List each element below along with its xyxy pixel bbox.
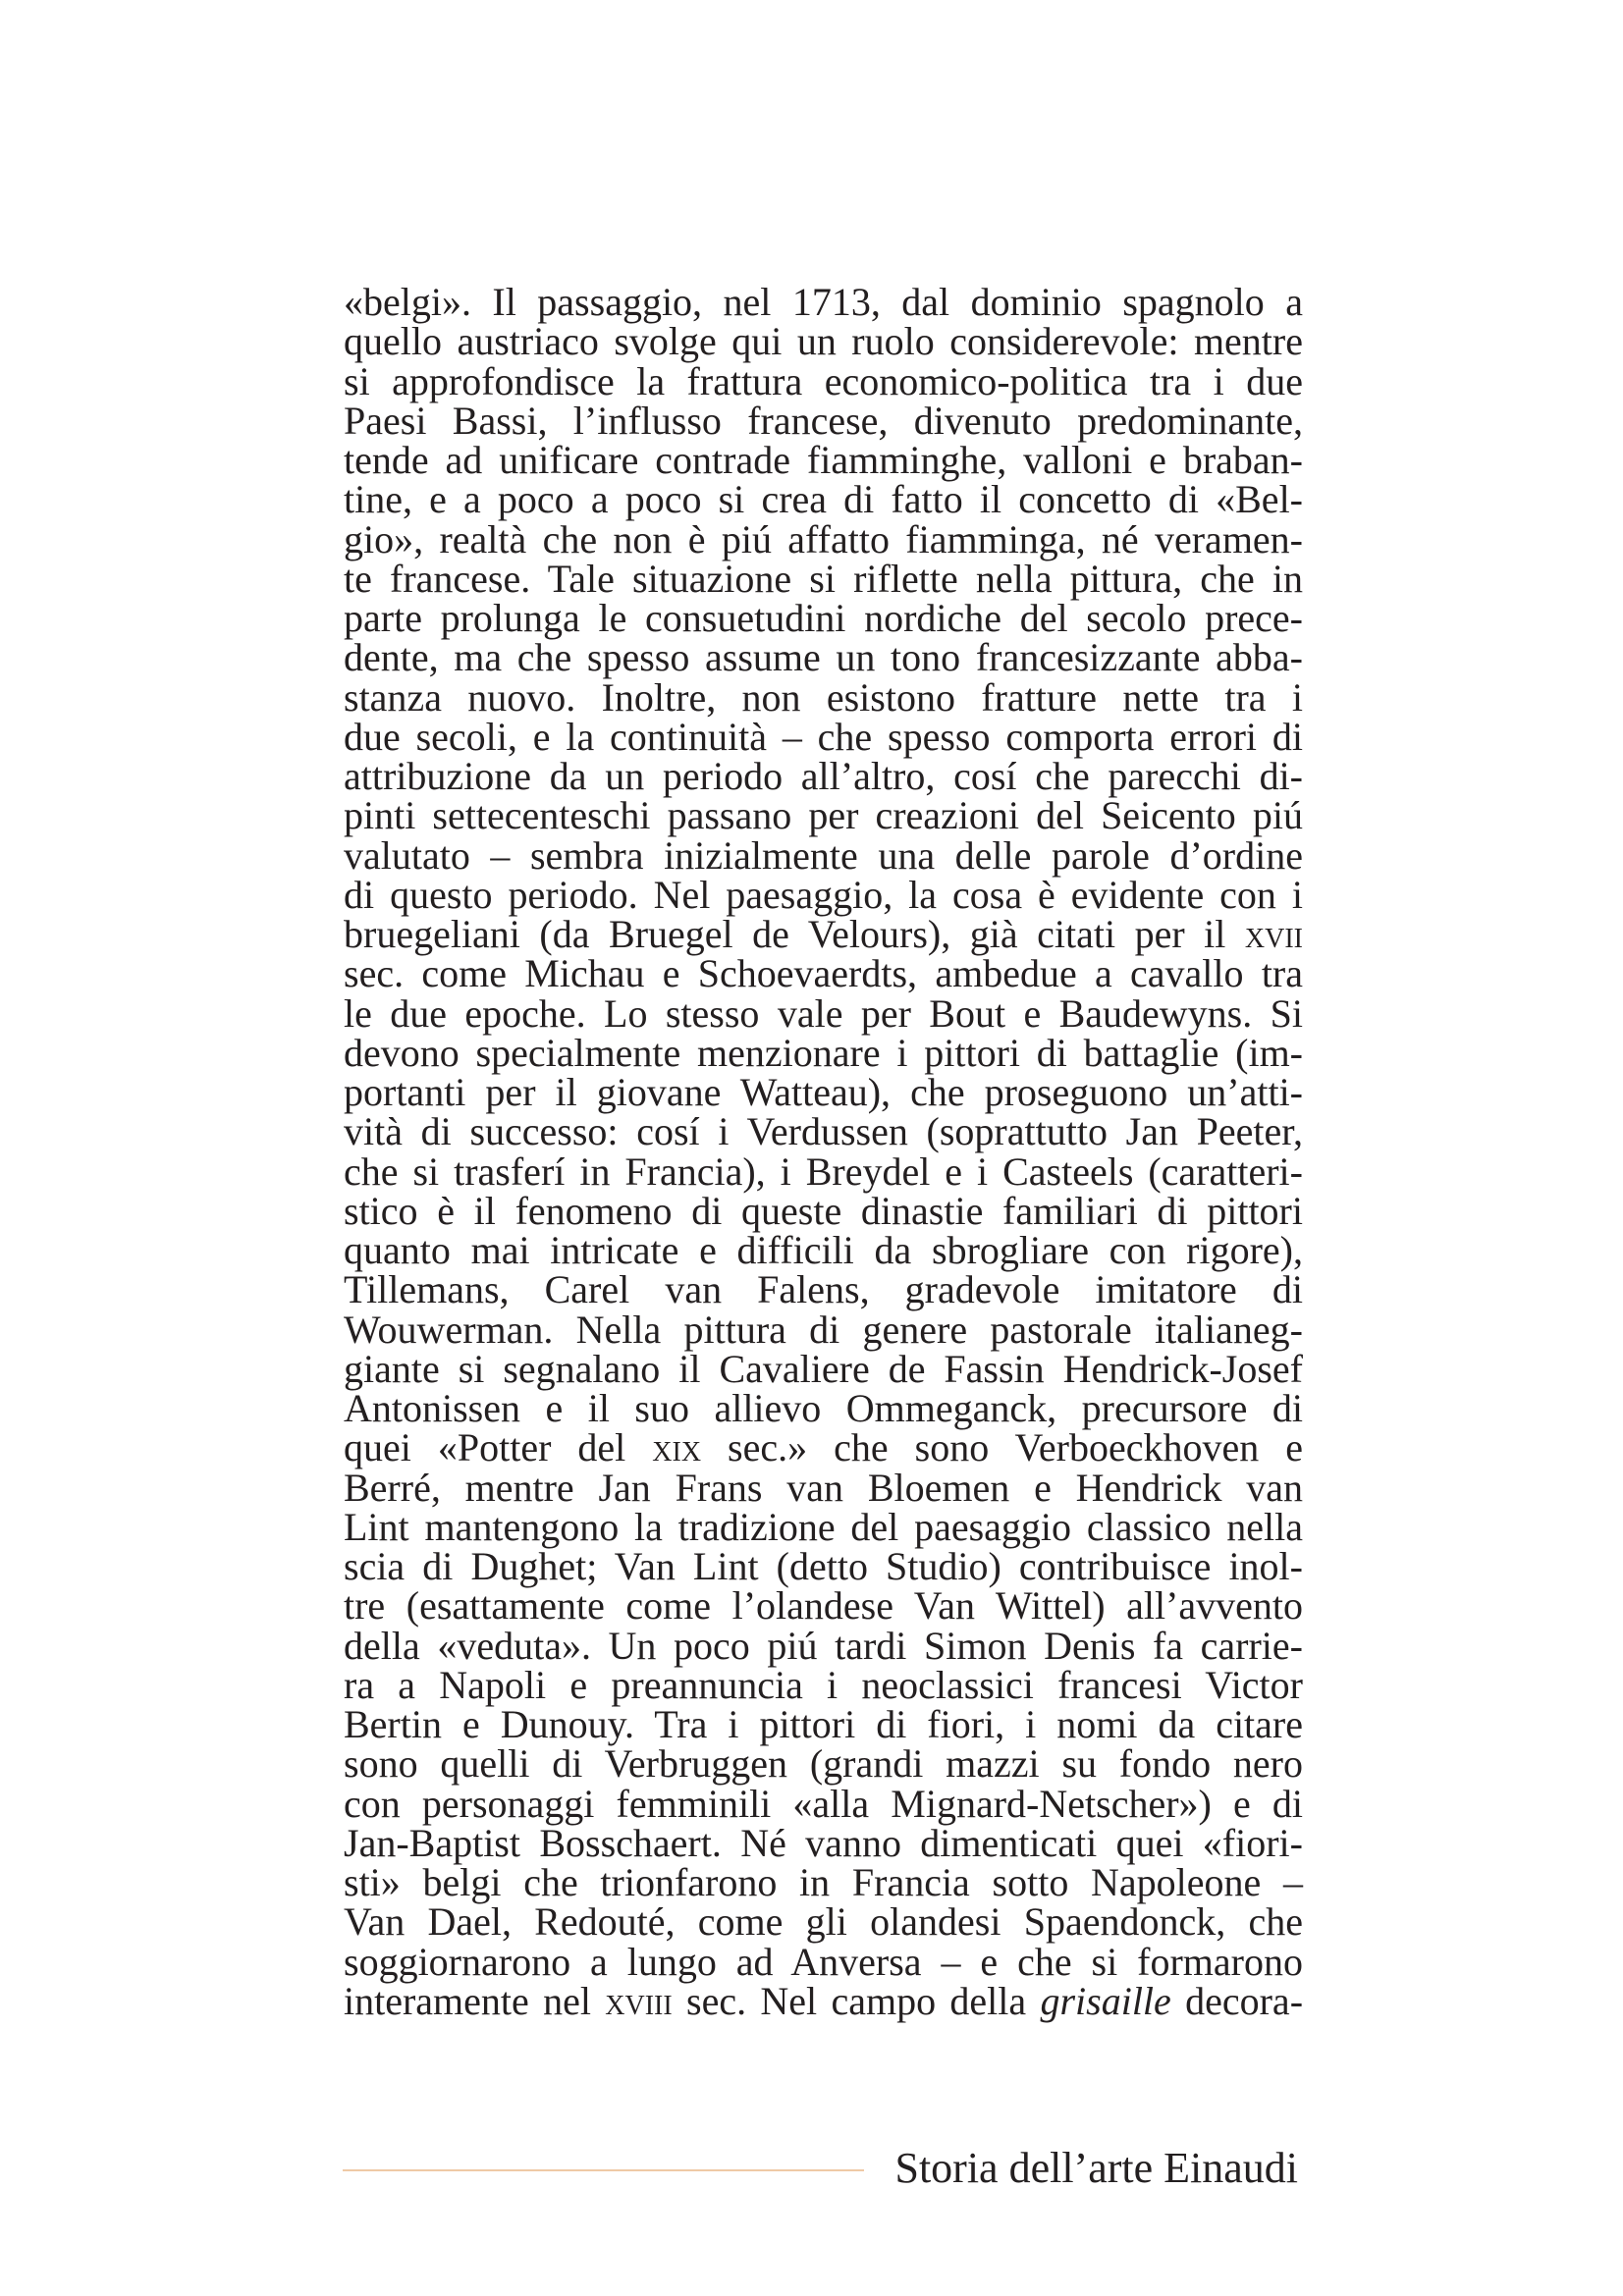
text-line: gio», realtà che non è piú affatto fiamminga, né veramen- — [344, 516, 1303, 561]
text-run: bruegeliani (da Bruegel de Velours), già citati per il — [344, 912, 1245, 956]
text-run: sec. Nel campo della — [672, 1978, 1041, 2023]
text-line: tre (esattamente come l’olandese Van Wittel) all’avvento — [344, 1583, 1303, 1629]
text-line: Bertin e Dunouy. Tra i pittori di fiori, i nomi da citare — [344, 1702, 1303, 1746]
running-title: Storia dell’arte Einaudi — [894, 2144, 1298, 2192]
text-line: dente, ma che spesso assume un tono francesizzante abba- — [344, 635, 1303, 680]
text-line: con personaggi femminili «alla Mignard-Netscher») e di — [344, 1781, 1303, 1826]
text-line: Lint mantengono la tradizione del paesaggio classico nella — [344, 1504, 1303, 1549]
text-line: tende ad unificare contrade fiamminghe, valloni e braban- — [344, 438, 1303, 482]
footer-rule — [343, 2169, 864, 2171]
text-line: valutato – sembra inizialmente una delle parole d’ordine — [344, 832, 1303, 878]
text-line: «belgi». Il passaggio, nel 1713, dal dominio spagnolo a — [344, 280, 1303, 324]
text-line — [344, 1978, 1304, 2023]
century-numeral: xvii — [1244, 912, 1303, 956]
italic-term: grisaille — [1040, 1978, 1171, 2023]
text-run: decora- — [1170, 1978, 1304, 2023]
text-line: giante si segnalano il Cavaliere de Fassin Hendrick-Josef — [344, 1346, 1303, 1391]
text-line: due secoli, e la continuità – che spesso comporta errori di — [344, 714, 1303, 759]
text-run: quei «Potter del — [344, 1425, 653, 1470]
century-numeral: xviii — [605, 1978, 673, 2023]
text-line: della «veduta». Un poco piú tardi Simon Denis fa carrie- — [344, 1623, 1303, 1668]
text-run: interamente nel — [344, 1978, 606, 2023]
text-line: te francese. Tale situazione si riflette nella pittura, che in — [344, 556, 1303, 601]
text-line: stanza nuovo. Inoltre, non esistono fratture nette tra i — [344, 674, 1303, 720]
text-line: pinti settecenteschi passano per creazioni del Seicento piú — [344, 793, 1303, 838]
text-line: Jan-Baptist Bosschaert. Né vanno dimenticati quei «fiori- — [344, 1820, 1303, 1865]
text-line — [344, 912, 1303, 956]
text-line: le due epoche. Lo stesso vale per Bout e Baudewyns. Si — [344, 990, 1303, 1036]
text-line: Paesi Bassi, l’influsso francese, divenuto predominante, — [344, 398, 1303, 443]
text-line: attribuzione da un periodo all’altro, cosí che parecchi di- — [344, 754, 1303, 798]
text-line: quanto mai intricate e difficili da sbrogliare con rigore), — [344, 1228, 1303, 1272]
text-block — [344, 280, 1304, 2023]
text-line: Berré, mentre Jan Frans van Bloemen e Hendrick van — [344, 1465, 1303, 1510]
text-line: soggiornarono a lungo ad Anversa – e che si formarono — [344, 1939, 1303, 1984]
text-line: sono quelli di Verbruggen (grandi mazzi su fondo nero — [344, 1741, 1303, 1787]
text-run: sec.» che sono Verboeckhoven e — [701, 1425, 1304, 1470]
text-line: quello austriaco svolge qui un ruolo considerevole: mentre — [344, 319, 1303, 364]
text-line — [344, 1425, 1304, 1470]
text-line: devono specialmente menzionare i pittori di battaglie (im- — [344, 1030, 1303, 1075]
text-line: di questo periodo. Nel paesaggio, la cosa è evidente con i — [344, 872, 1303, 917]
century-numeral: xix — [652, 1425, 702, 1470]
text-line: che si trasferí in Francia), i Breydel e i Casteels (caratteri- — [344, 1148, 1303, 1194]
text-line: portanti per il giovane Watteau), che proseguono un’atti- — [344, 1070, 1303, 1114]
text-line: parte prolunga le consuetudini nordiche del secolo prece- — [344, 596, 1303, 640]
text-line: sec. come Michau e Schoevaerdts, ambedue a cavallo tra — [344, 951, 1303, 996]
text-line: Van Dael, Redouté, come gli olandesi Spaendonck, che — [344, 1899, 1303, 1945]
text-line: Tillemans, Carel van Falens, gradevole imitatore di — [344, 1267, 1303, 1312]
text-line: stico è il fenomeno di queste dinastie familiari di pittori — [344, 1188, 1303, 1233]
text-line: ra a Napoli e preannuncia i neoclassici francesi Victor — [344, 1662, 1303, 1707]
text-line: Wouwerman. Nella pittura di genere pastorale italianeg- — [344, 1307, 1303, 1352]
text-line: vità di successo: cosí i Verdussen (soprattutto Jan Peeter, — [344, 1109, 1303, 1154]
text-line: Antonissen e il suo allievo Ommeganck, precursore di — [344, 1386, 1303, 1430]
text-line: scia di Dughet; Van Lint (detto Studio) contribuisce inol- — [344, 1544, 1303, 1588]
text-line: tine, e a poco a poco si crea di fatto il concetto di «Bel- — [344, 477, 1303, 522]
text-line: sti» belgi che trionfarono in Francia sotto Napoleone – — [344, 1860, 1303, 1904]
text-line: si approfondisce la frattura economico-politica tra i due — [344, 358, 1303, 403]
